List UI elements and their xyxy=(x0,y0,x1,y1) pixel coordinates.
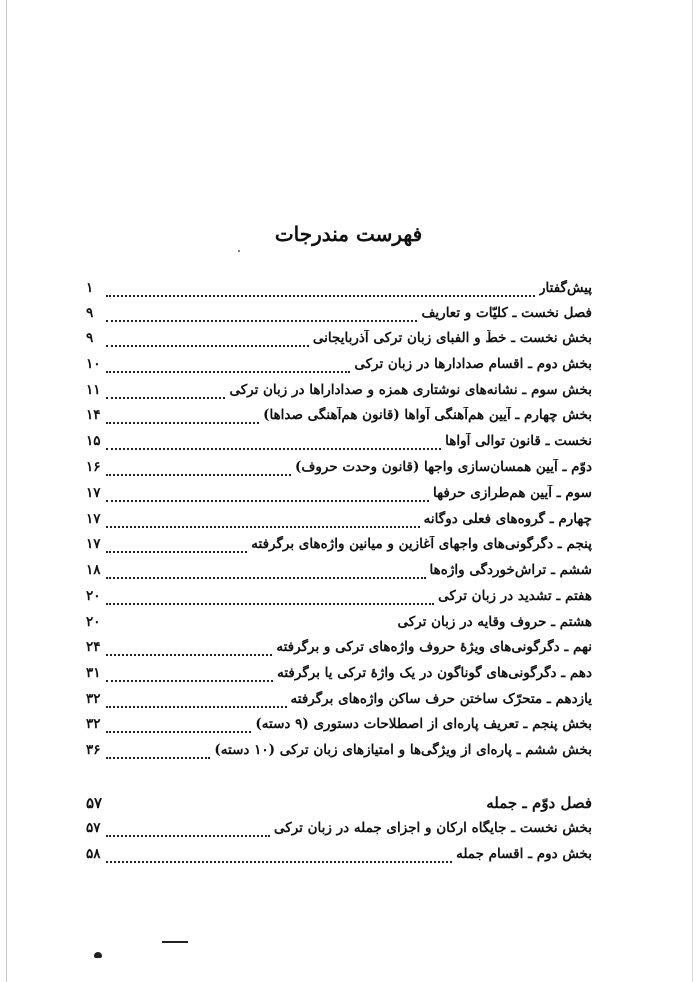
toc-leader-dots xyxy=(106,757,210,759)
toc-entry-label: سوم ـ آیین هم‌طرازی حرفها xyxy=(433,485,592,501)
toc-entry-label: دوّم ـ آیین همسان‌سازی واجها (قانون وحدت حروف) xyxy=(294,459,592,475)
toc-entry-label: بخش دوم ـ اقسام صدادارها در زبان ترکی xyxy=(354,356,592,372)
toc-entry[interactable] xyxy=(86,356,592,378)
toc-entry[interactable] xyxy=(86,280,592,302)
toc-entry-label: نهم ـ دگرگونی‌های ویژهٔ حروف واژه‌های ترکی و برگرفته xyxy=(276,639,592,655)
page-right-edge xyxy=(692,0,693,982)
toc-leader-dots xyxy=(106,551,247,553)
toc-leader-dots xyxy=(106,861,452,863)
toc-entry-label: بخش نخست ـ خطّ و الفبای زبان ترکی آذربایجانی xyxy=(312,330,592,346)
toc-entry-page: ۵۷ xyxy=(86,794,103,812)
scan-speck xyxy=(238,250,240,252)
toc-entry-page: ۵۸ xyxy=(86,846,101,862)
toc-entry-page: ۱۷ xyxy=(86,536,101,552)
toc-leader-dots xyxy=(106,345,309,347)
toc-entry-page: ۱۵ xyxy=(86,433,101,449)
toc-entry[interactable] xyxy=(86,536,592,558)
toc-entry-page: ۳۲ xyxy=(86,716,101,732)
toc-entry-label: نخست ـ قانون توالی آواها xyxy=(445,433,592,449)
toc-leader-dots xyxy=(106,654,272,656)
toc-entry[interactable] xyxy=(86,846,592,868)
toc-entry-page: ۵۷ xyxy=(86,820,101,836)
toc-entry-page: ۳۲ xyxy=(86,691,101,707)
toc-entry[interactable] xyxy=(86,588,592,610)
toc-entry[interactable] xyxy=(86,562,592,584)
page-left-edge xyxy=(6,0,7,982)
toc-entry[interactable] xyxy=(86,459,592,481)
toc-entry-label: بخش دوم ـ اقسام جمله xyxy=(456,846,592,862)
toc-entry-label: بخش ششم ـ پاره‌ای از ویژگی‌ها و امتیازهای زبان ترکی (۱۰ دسته) xyxy=(214,742,592,758)
toc-entry[interactable] xyxy=(86,820,592,842)
toc-entry-page: ۱۴ xyxy=(86,407,101,423)
toc-entry[interactable] xyxy=(86,433,592,455)
toc-leader-dots xyxy=(106,577,426,579)
toc-leader-dots xyxy=(106,500,429,502)
toc-entry[interactable] xyxy=(86,614,592,636)
toc-entry-label: یازدهم ـ متحرّک ساختن حرف ساکن واژه‌های برگرفته xyxy=(290,691,592,707)
toc-entry-page: ۱۶ xyxy=(86,459,101,475)
toc-entry[interactable] xyxy=(86,742,592,764)
toc-entry-label: هشتم ـ حروف وقایه در زبان ترکی xyxy=(397,614,592,630)
toc-entry-label: بخش پنجم ـ تعریف پاره‌ای از اصطلاحات دستوری (۹ دسته) xyxy=(255,716,592,732)
scan-mark-blot xyxy=(94,952,102,958)
toc-entry-page: ۲۰ xyxy=(86,614,101,630)
toc-entry-page: ۲۴ xyxy=(86,639,101,655)
toc-leader-dots xyxy=(106,706,287,708)
toc-leader-dots xyxy=(106,320,417,322)
toc-entry[interactable] xyxy=(86,407,592,429)
toc-leader-dots xyxy=(106,397,225,399)
toc-entry[interactable] xyxy=(86,305,592,327)
toc-entry[interactable] xyxy=(86,665,592,687)
toc-leader-dots xyxy=(106,295,535,297)
toc-entry-label: هفتم ـ تشدید در زبان ترکی xyxy=(438,588,592,604)
toc-entry[interactable] xyxy=(86,691,592,713)
toc-entry-page: ۳۶ xyxy=(86,742,101,758)
toc-leader-dots xyxy=(106,603,434,605)
toc-entry[interactable] xyxy=(86,330,592,352)
toc-entry[interactable] xyxy=(86,794,592,816)
toc-entry-label: بخش سوم ـ نشانه‌های نوشتاری همزه و صداداراها در زبان ترکی xyxy=(229,382,592,398)
toc-leader-dots xyxy=(106,680,273,682)
toc-entry-label: پنجم ـ دگرگونی‌های واجهای آغازین و میانین واژه‌های برگرفته xyxy=(251,536,592,552)
toc-entry-page: ۱۱ xyxy=(86,382,101,398)
toc-entry-label: چهارم ـ گروه‌های فعلی دوگانه xyxy=(423,511,592,527)
toc-leader-dots xyxy=(106,422,259,424)
page-title: فهرست مندرجات xyxy=(274,222,423,246)
toc-entry[interactable] xyxy=(86,639,592,661)
toc-entry-page: ۱ xyxy=(86,280,94,296)
toc-entry-label: دهم ـ دگرگونی‌های گوناگون در یک واژهٔ ترکی یا برگرفته xyxy=(277,665,592,681)
toc-entry-page: ۳۱ xyxy=(86,665,101,681)
toc-leader-dots xyxy=(106,835,270,837)
toc-entry-page: ۱۷ xyxy=(86,511,101,527)
toc-entry-page: ۲۰ xyxy=(86,588,101,604)
toc-entry-label: ششم ـ تراش‌خوردگی واژه‌ها xyxy=(429,562,592,578)
toc-entry[interactable] xyxy=(86,716,592,738)
scan-mark-dash xyxy=(162,941,188,943)
toc-entry-page: ۱۰ xyxy=(86,356,101,372)
toc-entry-label: بخش چهارم ـ آیین هم‌آهنگی آواها (قانون هم‌آهنگی صداها) xyxy=(263,407,592,423)
toc-entry[interactable] xyxy=(86,382,592,404)
toc-entry-label: فصل نخست ـ کلیّات و تعاریف xyxy=(421,305,592,321)
toc-entry[interactable] xyxy=(86,511,592,533)
toc-leader-dots xyxy=(106,731,251,733)
toc-leader-dots xyxy=(106,371,350,373)
toc-entry-page: ۱۷ xyxy=(86,485,101,501)
toc-entry-label: فصل دوّم ـ جمله xyxy=(486,794,592,812)
toc-leader-dots xyxy=(106,448,441,450)
toc-entry[interactable] xyxy=(86,485,592,507)
toc-entry-page: ۹ xyxy=(86,330,94,346)
toc-leader-dots xyxy=(106,474,291,476)
toc-entry-label: بخش نخست ـ جایگاه ارکان و اجزای جمله در زبان ترکی xyxy=(274,820,592,836)
toc-leader-dots xyxy=(106,526,420,528)
toc-entry-page: ۹ xyxy=(86,305,94,321)
toc-entry-page: ۱۸ xyxy=(86,562,101,578)
toc-entry-label: پیش‌گفتار xyxy=(538,280,592,296)
